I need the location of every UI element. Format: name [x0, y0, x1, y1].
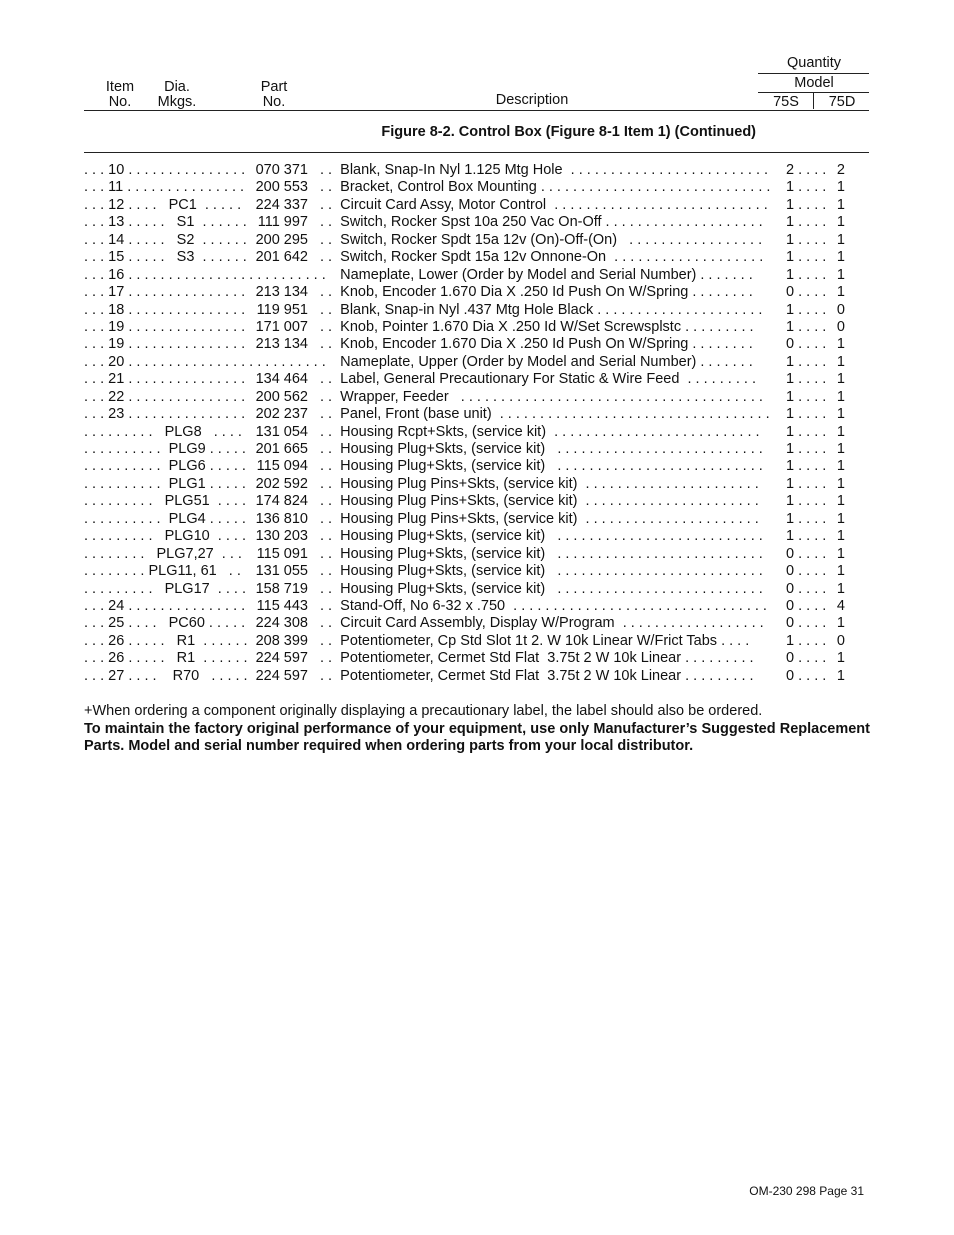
item-cell: . . . 19 . . . . . . . . . . . . . . . — [84, 336, 246, 353]
table-row — [84, 214, 874, 231]
qty-75d-cell: 1 — [836, 336, 845, 353]
qty-75d-cell: 2 — [836, 162, 845, 178]
qty-75s-cell: 1 . . . . — [786, 371, 827, 388]
part-no-cell: 213 134 — [255, 284, 308, 301]
part-no-cell: 115 091 — [256, 545, 308, 562]
item-cell: . . . 11 . . . . . . . . . . . . . . . — [84, 179, 245, 196]
item-cell: . . . 22 . . . . . . . . . . . . . . . — [84, 388, 246, 405]
part-no-cell: 208 399 — [255, 632, 308, 649]
table-row — [84, 406, 874, 423]
qty-75s-cell: 1 . . . . — [786, 353, 827, 370]
table-row — [84, 302, 874, 319]
page-footer: OM-230 298 Page 31 — [749, 1184, 864, 1198]
item-cell: . . . . . . . . . . PLG6 . . . . . — [84, 458, 246, 475]
table-row — [84, 424, 874, 441]
description-cell: . . Housing Plug Pins+Skts, (service kit) . . . . . . . . . . . . . . . . . . . . . . — [320, 493, 759, 510]
qty-75d-cell: 1 — [836, 406, 845, 423]
part-no-cell: 130 203 — [255, 528, 308, 545]
table-row — [84, 371, 874, 388]
description-cell: . . Stand-Off, No 6-32 x .750 . . . . . . . . . . . . . . . . . . . . . . . . . . . . . . . . — [320, 597, 767, 614]
item-cell: . . . 14 . . . . . S2 . . . . . . — [84, 231, 247, 248]
description-cell: . . Circuit Card Assy, Motor Control . . . . . . . . . . . . . . . . . . . . . . . . . . . — [320, 196, 768, 213]
description-cell: . . Housing Plug+Skts, (service kit) . . . . . . . . . . . . . . . . . . . . . . . . . . — [320, 563, 763, 580]
description-cell: . . Bracket, Control Box Mounting . . . . . . . . . . . . . . . . . . . . . . . . . . . . . — [320, 179, 771, 196]
description-cell: . . Blank, Snap-In Nyl 1.125 Mtg Hole . . . . . . . . . . . . . . . . . . . . . . . . . — [320, 162, 769, 178]
table-row — [84, 668, 874, 685]
item-cell: . . . . . . . . . PLG51 . . . . — [84, 493, 246, 510]
part-no-cell: 201 665 — [255, 441, 308, 457]
part-no-cell: 115 094 — [256, 458, 308, 475]
qty-75s-cell: 1 . . . . — [786, 441, 827, 457]
header-quantity: Quantity — [787, 55, 841, 71]
qty-75d-cell: 1 — [836, 528, 845, 545]
qty-75d-cell: 1 — [836, 615, 845, 632]
part-no-cell: 202 592 — [255, 475, 308, 492]
qty-75d-cell: 1 — [836, 563, 845, 580]
header-mkgs-label: Mkgs. — [157, 94, 197, 110]
part-no-cell: 131 054 — [255, 423, 308, 440]
header-part-label: Part — [260, 79, 288, 95]
part-no-cell: 111 997 — [257, 214, 308, 231]
item-cell: . . . . . . . . . . PLG9 . . . . . — [84, 441, 246, 457]
qty-75d-cell: 1 — [836, 493, 845, 510]
notes — [84, 703, 870, 756]
qty-75d-cell: 1 — [836, 667, 845, 684]
item-cell: . . . 13 . . . . . S1 . . . . . . — [84, 214, 247, 231]
part-no-cell: 224 337 — [255, 196, 308, 213]
table-row — [84, 267, 874, 284]
qty-75s-cell: 1 . . . . — [786, 179, 827, 196]
table-row — [84, 581, 874, 598]
description-cell: . . Panel, Front (base unit) . . . . . . . . . . . . . . . . . . . . . . . . . . . . . . . . . . — [320, 406, 770, 423]
table-row — [84, 476, 874, 493]
item-cell: . . . 20 . . . . . . . . . . . . . . . . . . . . . . . . . — [84, 353, 326, 370]
table-row — [84, 598, 874, 615]
part-no-cell: 174 824 — [255, 493, 308, 510]
qty-75d-cell: 1 — [836, 458, 845, 475]
qty-75s-cell: 1 . . . . — [786, 406, 827, 423]
item-cell: . . . . . . . . . . PLG1 . . . . . — [84, 475, 246, 492]
header-part — [252, 80, 296, 110]
item-cell: . . . 18 . . . . . . . . . . . . . . . — [84, 301, 246, 318]
header-rule — [84, 110, 869, 111]
qty-75s-cell: 0 . . . . — [786, 597, 827, 614]
description-cell: . . Knob, Encoder 1.670 Dia X .250 Id Push On W/Spring . . . . . . . . — [320, 284, 753, 301]
qty-75d-cell: 1 — [836, 388, 845, 405]
part-no-cell: 224 308 — [255, 615, 308, 632]
table-row — [84, 441, 874, 458]
part-no-cell: 070 371 — [255, 162, 308, 178]
table-row — [84, 389, 874, 406]
table-row — [84, 546, 874, 563]
qty-75d-cell: 4 — [836, 597, 845, 614]
qty-75s-cell: 1 . . . . — [786, 266, 827, 283]
figure-caption: Figure 8-2. Control Box (Figure 8-1 Item 1) (Continued) — [381, 124, 756, 140]
item-cell: . . . . . . . . . PLG17 . . . . — [84, 580, 246, 597]
qty-75d-cell: 1 — [836, 249, 845, 266]
qty-75d-cell: 1 — [836, 475, 845, 492]
part-no-cell: 202 237 — [255, 406, 308, 423]
item-cell: . . . 25 . . . . PC60 . . . . . — [84, 615, 246, 632]
item-cell: . . . 10 . . . . . . . . . . . . . . . — [84, 162, 246, 178]
description-cell: . . Knob, Pointer 1.670 Dia X .250 Id W/Set Screwsplstc . . . . . . . . . — [320, 318, 754, 335]
qty-75s-cell: 1 . . . . — [786, 632, 827, 649]
part-no-cell: 200 553 — [255, 179, 308, 196]
part-no-cell: 119 951 — [256, 301, 308, 318]
item-cell: . . . 19 . . . . . . . . . . . . . . . — [84, 318, 246, 335]
caption-rule — [84, 152, 869, 153]
qty-75d-cell: 1 — [836, 580, 845, 597]
qty-75d-cell: 1 — [836, 441, 845, 457]
header-item-label: Item — [105, 79, 135, 95]
description-cell: . . Switch, Rocker Spst 10a 250 Vac On-Off . . . . . . . . . . . . . . . . . . . . — [320, 214, 763, 231]
header-item — [98, 80, 142, 110]
qty-75s-cell: 1 . . . . — [786, 458, 827, 475]
qty-75s-cell: 1 . . . . — [786, 318, 827, 335]
item-cell: . . . . . . . . . . PLG4 . . . . . — [84, 510, 246, 527]
table-row — [84, 511, 874, 528]
description-cell: . . Housing Plug+Skts, (service kit) . . . . . . . . . . . . . . . . . . . . . . . . . . — [320, 545, 763, 562]
table-row — [84, 633, 874, 650]
item-cell: . . . 16 . . . . . . . . . . . . . . . . . . . . . . . . . — [84, 266, 326, 283]
qty-75d-cell: 1 — [836, 266, 845, 283]
qty-75s-cell: 1 . . . . — [786, 423, 827, 440]
qty-75d-cell: 0 — [836, 632, 845, 649]
table-row — [84, 197, 874, 214]
item-cell: . . . 23 . . . . . . . . . . . . . . . — [84, 406, 246, 423]
item-cell: . . . . . . . . . PLG10 . . . . — [84, 528, 246, 545]
qty-75s-cell: 0 . . . . — [786, 580, 827, 597]
description-cell: . . Circuit Card Assembly, Display W/Program . . . . . . . . . . . . . . . . . . — [320, 615, 764, 632]
qty-75s-cell: 1 . . . . — [786, 196, 827, 213]
table-row — [84, 232, 874, 249]
qty-75s-cell: 0 . . . . — [786, 615, 827, 632]
item-cell: . . . 26 . . . . . R1 . . . . . . — [84, 632, 248, 649]
table-row — [84, 493, 874, 510]
part-no-cell: 200 295 — [255, 231, 308, 248]
description-cell: . . Housing Plug+Skts, (service kit) . . . . . . . . . . . . . . . . . . . . . . . . . . — [320, 458, 763, 475]
description-cell: . . Housing Plug+Skts, (service kit) . . . . . . . . . . . . . . . . . . . . . . . . . . — [320, 441, 763, 457]
item-cell: . . . . . . . . PLG11, 61 . . — [84, 563, 241, 580]
item-cell: . . . 17 . . . . . . . . . . . . . . . — [84, 284, 246, 301]
header-item-no-label: No. — [108, 94, 132, 110]
table-row — [84, 249, 874, 266]
table-row — [84, 179, 874, 196]
table-row — [84, 650, 874, 667]
qty-75s-cell: 0 . . . . — [786, 284, 827, 301]
qty-75d-cell: 1 — [836, 214, 845, 231]
description-cell: Nameplate, Lower (Order by Model and Serial Number) . . . . . . . — [320, 266, 753, 283]
part-no-cell: 171 007 — [255, 318, 308, 335]
table-row — [84, 528, 874, 545]
qty-75d-cell: 0 — [836, 301, 845, 318]
qty-75s-cell: 1 . . . . — [786, 301, 827, 318]
qty-75d-cell: 1 — [836, 650, 845, 667]
description-cell: . . Potentiometer, Cermet Std Flat 3.75t 2 W 10k Linear . . . . . . . . . — [320, 650, 754, 667]
qty-75d-cell: 1 — [836, 231, 845, 248]
part-no-cell: 224 597 — [255, 650, 308, 667]
qty-75s-cell: 2 . . . . — [786, 162, 827, 178]
precaution-note: +When ordering a component originally displaying a precautionary label, the label should also be ordered. — [84, 703, 763, 719]
item-cell: . . . 15 . . . . . S3 . . . . . . — [84, 249, 247, 266]
table-row — [84, 284, 874, 301]
table-row — [84, 319, 874, 336]
header-model-75s: 75S — [773, 94, 799, 110]
description-cell: . . Housing Rcpt+Skts, (service kit) . . . . . . . . . . . . . . . . . . . . . . . . . . — [320, 423, 760, 440]
item-cell: . . . 12 . . . . PC1 . . . . . — [84, 196, 242, 213]
qty-75s-cell: 1 . . . . — [786, 510, 827, 527]
description-cell: . . Potentiometer, Cp Std Slot 1t 2. W 10k Linear W/Frict Tabs . . . . — [320, 632, 750, 649]
description-cell: . . Housing Plug Pins+Skts, (service kit) . . . . . . . . . . . . . . . . . . . . . . — [320, 475, 759, 492]
qty-75s-cell: 0 . . . . — [786, 667, 827, 684]
part-no-cell: 213 134 — [255, 336, 308, 353]
header-dia — [150, 80, 204, 110]
table-row — [84, 162, 874, 179]
part-no-cell: 115 443 — [256, 597, 308, 614]
description-cell: . . Housing Plug+Skts, (service kit) . . . . . . . . . . . . . . . . . . . . . . . . . . — [320, 580, 763, 597]
part-no-cell: 200 562 — [255, 388, 308, 405]
description-cell: Nameplate, Upper (Order by Model and Serial Number) . . . . . . . — [320, 353, 753, 370]
description-cell: . . Blank, Snap-in Nyl .437 Mtg Hole Black . . . . . . . . . . . . . . . . . . . . . — [320, 301, 763, 318]
qty-75d-cell: 1 — [836, 545, 845, 562]
qty-75s-cell: 1 . . . . — [786, 231, 827, 248]
qty-75d-cell: 1 — [836, 510, 845, 527]
item-cell: . . . 26 . . . . . R1 . . . . . . — [84, 650, 248, 667]
qty-75s-cell: 1 . . . . — [786, 528, 827, 545]
item-cell: . . . 27 . . . . R70 . . . . . — [84, 667, 248, 684]
qty-75s-cell: 0 . . . . — [786, 650, 827, 667]
qty-75s-cell: 1 . . . . — [786, 214, 827, 231]
table-row — [84, 354, 874, 371]
header-model: Model — [794, 75, 834, 91]
qty-75d-cell: 1 — [836, 423, 845, 440]
table-row — [84, 563, 874, 580]
qty-75d-cell: 0 — [836, 318, 845, 335]
table-row — [84, 336, 874, 353]
part-no-cell: 201 642 — [255, 249, 308, 266]
description-cell: . . Label, General Precautionary For Static & Wire Feed . . . . . . . . . — [320, 371, 756, 388]
description-cell: . . Housing Plug Pins+Skts, (service kit) . . . . . . . . . . . . . . . . . . . . . . — [320, 510, 759, 527]
item-cell: . . . 24 . . . . . . . . . . . . . . . — [84, 597, 246, 614]
qty-75d-cell: 1 — [836, 179, 845, 196]
table-row — [84, 615, 874, 632]
part-no-cell: 134 464 — [255, 371, 308, 388]
qty-75s-cell: 1 . . . . — [786, 388, 827, 405]
qty-75s-cell: 1 . . . . — [786, 249, 827, 266]
description-cell: . . Potentiometer, Cermet Std Flat 3.75t 2 W 10k Linear . . . . . . . . . — [320, 667, 754, 684]
qty-75s-cell: 0 . . . . — [786, 336, 827, 353]
qty-75d-cell: 1 — [836, 196, 845, 213]
header-description: Description — [495, 92, 569, 108]
header-model-75d: 75D — [828, 94, 856, 110]
table-row — [84, 458, 874, 475]
description-cell: . . Housing Plug+Skts, (service kit) . . . . . . . . . . . . . . . . . . . . . . . . . . — [320, 528, 763, 545]
qty-75d-cell: 1 — [836, 353, 845, 370]
description-cell: . . Knob, Encoder 1.670 Dia X .250 Id Push On W/Spring . . . . . . . . — [320, 336, 753, 353]
part-no-cell: 158 719 — [255, 580, 308, 597]
part-no-cell: 136 810 — [255, 510, 308, 527]
header-dia-label: Dia. — [164, 79, 190, 95]
qty-75s-cell: 0 . . . . — [786, 545, 827, 562]
item-cell: . . . . . . . . PLG7,27 . . . — [84, 545, 242, 562]
description-cell: . . Wrapper, Feeder . . . . . . . . . . . . . . . . . . . . . . . . . . . . . . . . . . . . . . — [320, 388, 763, 405]
qty-75d-cell: 1 — [836, 284, 845, 301]
qty-75s-cell: 1 . . . . — [786, 493, 827, 510]
header-part-no-label: No. — [262, 94, 286, 110]
qty-75s-cell: 1 . . . . — [786, 475, 827, 492]
parts-table — [84, 162, 874, 685]
qty-75d-cell: 1 — [836, 371, 845, 388]
part-no-cell: 131 055 — [255, 563, 308, 580]
description-cell: . . Switch, Rocker Spdt 15a 12v Onnone-On . . . . . . . . . . . . . . . . . . . — [320, 249, 764, 266]
quantity-underline — [758, 73, 869, 74]
item-cell: . . . 21 . . . . . . . . . . . . . . . — [84, 371, 246, 388]
item-cell: . . . . . . . . . PLG8 . . . . — [84, 423, 242, 440]
part-no-cell: 224 597 — [255, 667, 308, 684]
replacement-parts-note: To maintain the factory original performance of your equipment, use only Manufacturer’s Suggested Replacement Parts. Model and serial number required when ordering parts from your local distributor. — [84, 720, 870, 754]
description-cell: . . Switch, Rocker Spdt 15a 12v (On)-Off-(On) . . . . . . . . . . . . . . . . . — [320, 231, 763, 248]
qty-75s-cell: 0 . . . . — [786, 563, 827, 580]
